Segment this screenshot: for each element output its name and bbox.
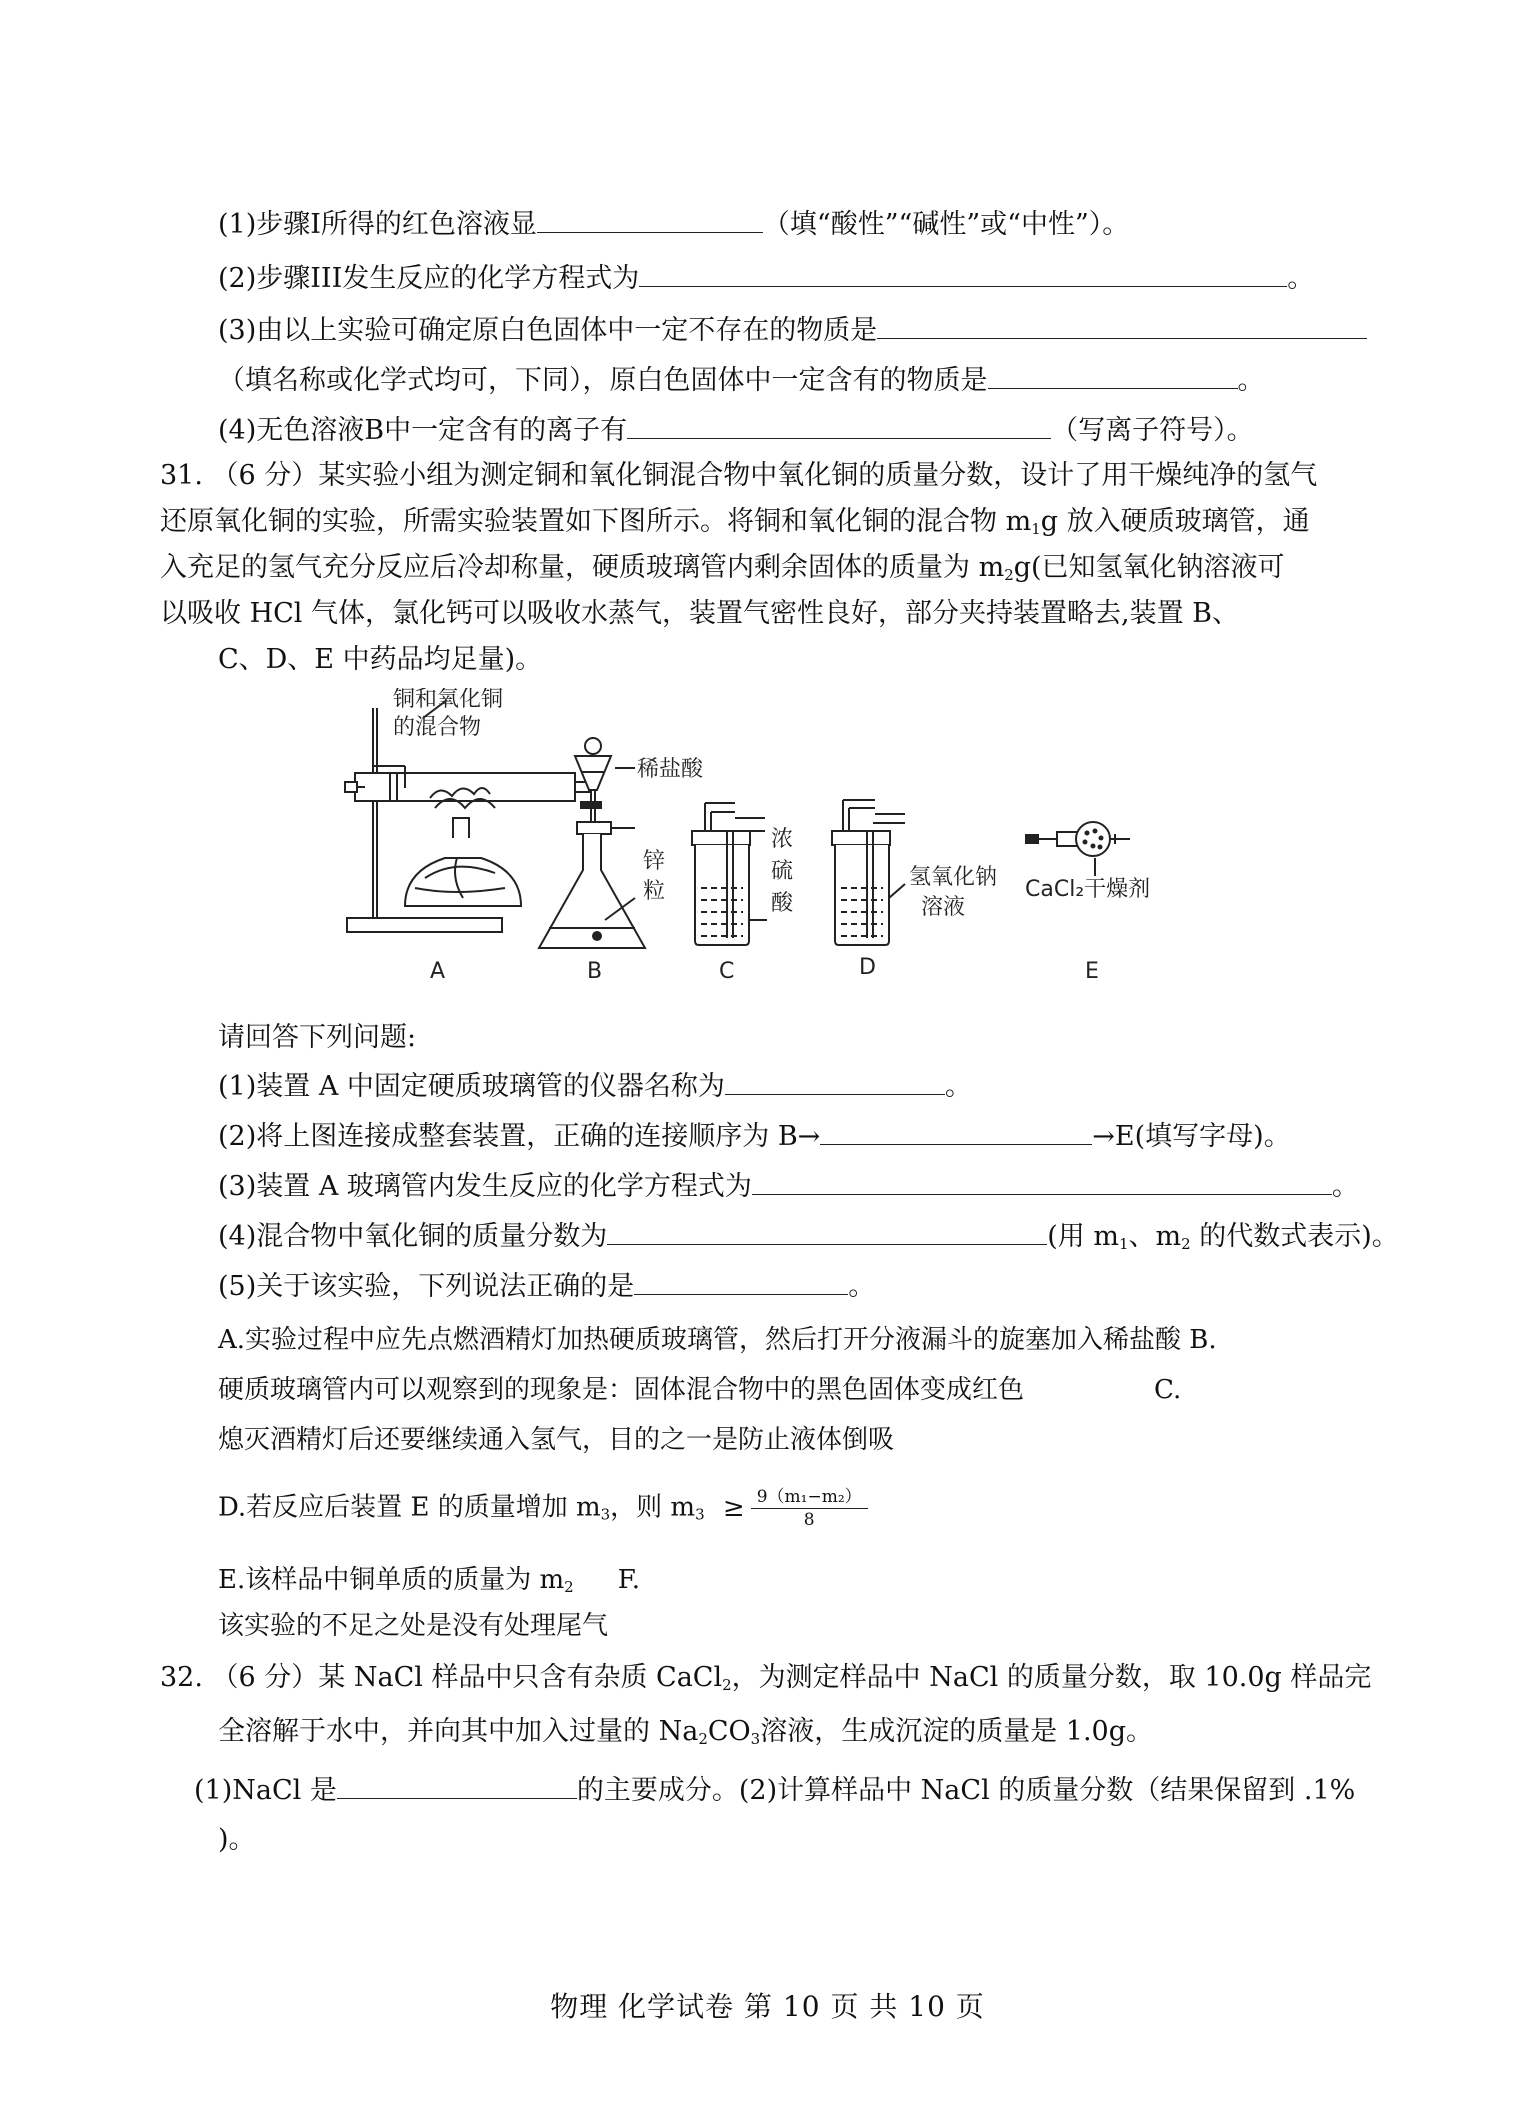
apparatus-b	[539, 738, 645, 948]
apparatus-e-label: CaCl₂干燥剂	[1025, 877, 1151, 902]
apparatus-d	[832, 800, 905, 945]
q31-part5: (5)关于该实验，下列说法正确的是 。	[218, 1268, 875, 1305]
apparatus-c-letter: C	[719, 959, 735, 984]
q30-part4: (4)无色溶液B中一定含有的离子有 （写离子符号）。	[218, 412, 1254, 449]
q31-option-e: E.该样品中铜单质的质量为 $m_2$ F.	[218, 1565, 640, 1596]
q30-part2: (2)步骤III发生反应的化学方程式为 。	[218, 260, 1314, 297]
q31-intro-line5: C、D、E 中药品均足量)。	[218, 644, 543, 675]
q31-option-a: A.实验过程中应先点燃酒精灯加热硬质玻璃管，然后打开分液漏斗的旋塞加入稀盐酸 B.	[218, 1325, 1217, 1355]
answer-blank[interactable]	[627, 412, 1051, 439]
apparatus-d-label-2: 溶液	[921, 895, 966, 920]
q31-part1: (1)装置 A 中固定硬质玻璃管的仪器名称为 。	[218, 1068, 972, 1105]
apparatus-c	[692, 803, 767, 945]
apparatus-b-acid-label: 稀盐酸	[637, 757, 704, 782]
q30-part1: (1)步骤I所得的红色溶液显 （填“酸性”“碱性”或“中性”）。	[218, 206, 1129, 243]
answer-blank[interactable]	[537, 206, 763, 233]
apparatus-b-letter: B	[587, 959, 603, 984]
apparatus-d-label-1: 氢氧化钠	[909, 865, 998, 890]
q32-intro-line2: 全溶解于水中，并向其中加入过量的 $Na_2CO_3$溶液，生成沉淀的质量是 1.0g。	[218, 1716, 1154, 1748]
q31-intro-line2: 还原氧化铜的实验，所需实验装置如下图所示。将铜和氧化铜的混合物 $m_1g$ 放入硬质玻璃管，通	[160, 506, 1310, 538]
apparatus-a-letter: A	[430, 959, 446, 984]
apparatus-b-zinc-label-1: 锌	[643, 849, 666, 874]
answer-blank[interactable]	[752, 1168, 1332, 1195]
answer-blank[interactable]	[725, 1068, 945, 1095]
apparatus-d-letter: D	[859, 955, 876, 980]
q31-option-b: 硬质玻璃管内可以观察到的现象是：固体混合物中的黑色固体变成红色 C.	[218, 1375, 1182, 1405]
q31-option-c: 熄灭酒精灯后还要继续通入氢气，目的之一是防止液体倒吸	[218, 1425, 895, 1455]
answer-blank[interactable]	[634, 1268, 848, 1295]
answer-blank[interactable]	[988, 362, 1238, 389]
q30-part3-cont: （填名称或化学式均可，下同），原白色固体中一定含有的物质是 。	[218, 362, 1265, 399]
answer-blank[interactable]	[820, 1118, 1092, 1145]
q31-option-f: 该实验的不足之处是没有处理尾气	[218, 1611, 609, 1641]
q31-part3: (3)装置 A 玻璃管内发生反应的化学方程式为 。	[218, 1168, 1359, 1205]
apparatus-a-label-line2: 的混合物	[393, 715, 482, 740]
answer-blank[interactable]	[877, 312, 1367, 339]
answer-blank[interactable]	[337, 1772, 577, 1799]
apparatus-e	[1025, 822, 1130, 876]
q31-option-d: D.若反应后装置 E 的质量增加 $m_3$，则 $m_3$ ≥ $\frac{\text{9（m₁−m₂）}}{8}$	[218, 1486, 868, 1533]
apparatus-a-label-line1: 铜和氧化铜	[393, 688, 504, 712]
q32-part1: (1)NaCl 是 的主要成分。(2)计算样品中 NaCl 的质量分数（结果保留到 .1%	[194, 1772, 1355, 1809]
answer-blank[interactable]	[639, 260, 1287, 287]
answer-blank[interactable]	[607, 1218, 1047, 1245]
q31-intro-line1: 31. （6 分）某实验小组为测定铜和氧化铜混合物中氧化铜的质量分数，设计了用干燥纯净的氢气	[160, 460, 1318, 491]
q31-part2: (2)将上图连接成整套装置，正确的连接顺序为 B→ →E(填写字母)。	[218, 1118, 1291, 1155]
fraction: $\frac{\text{9（m₁−m₂）}}{8}$	[751, 1486, 868, 1531]
page-footer: 物理 化学试卷 第 10 页 共 10 页	[550, 1990, 985, 2023]
q31-intro-line4: 以吸收 HCl 气体，氯化钙可以吸收水蒸气，装置气密性良好，部分夹持装置略去,装置 B、	[160, 598, 1240, 629]
q31-intro-line3: 入充足的氢气充分反应后冷却称量，硬质玻璃管内剩余固体的质量为 $m_2g$(已知氢氧化钠溶液可	[160, 552, 1285, 584]
apparatus-c-label-3: 酸	[771, 891, 794, 916]
apparatus-e-letter: E	[1085, 959, 1099, 984]
apparatus-c-label-1: 浓	[771, 827, 794, 852]
apparatus-b-zinc-label-2: 粒	[643, 879, 666, 904]
apparatus-figure	[335, 688, 1195, 988]
q31-part4: (4)混合物中氧化铜的质量分数为 (用 $m_1$、$m_2$ 的代数式表示)。	[218, 1218, 1399, 1262]
q31-prompt: 请回答下列问题:	[218, 1022, 417, 1053]
q30-part3: (3)由以上实验可确定原白色固体中一定不存在的物质是	[218, 312, 1367, 349]
q32-intro-line1: 32. （6 分）某 NaCl 样品中只含有杂质 CaCl$_2$，为测定样品中 NaCl 的质量分数，取 10.0g 样品完	[160, 1662, 1372, 1694]
apparatus-c-label-2: 硫	[771, 859, 794, 884]
q32-part1-cont: )。	[218, 1824, 256, 1855]
